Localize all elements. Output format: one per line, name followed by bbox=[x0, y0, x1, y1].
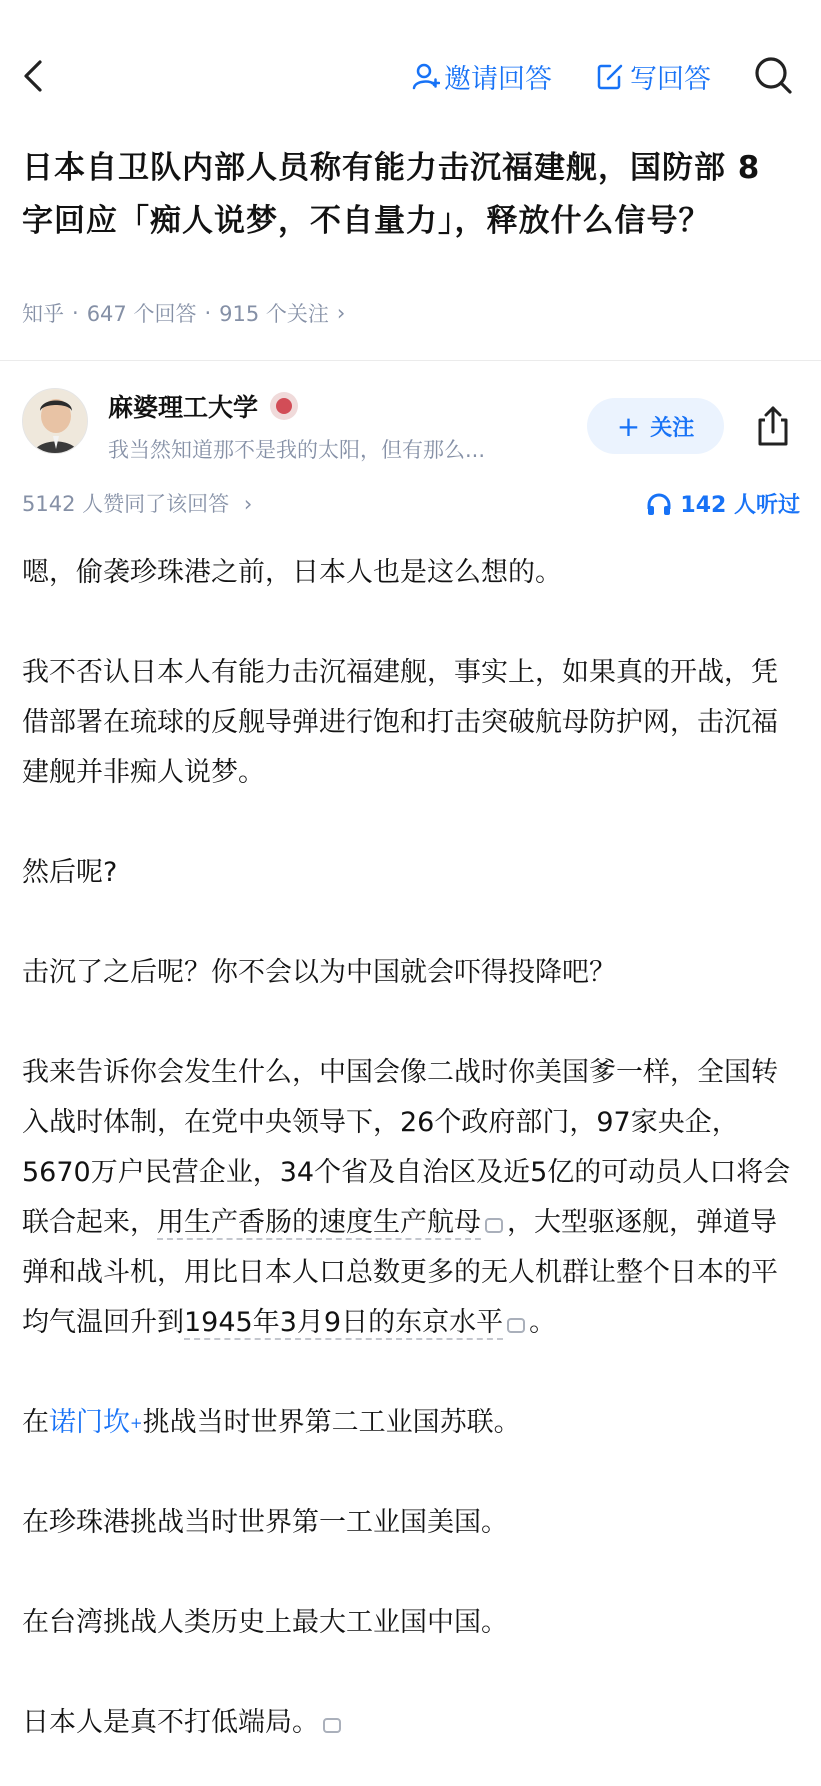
meta-separator: · bbox=[72, 301, 79, 325]
approve-count-text: 5142 人赞同了该回答 bbox=[22, 492, 230, 516]
link-plus-icon: + bbox=[130, 1414, 143, 1432]
answer-text: 我来告诉你会发生什么，中国会像二战时你美国爹一样，全国转入战时体制，在党中央领导下，26个政府部门，97家央企，5670万户民营企业，34个省及自治区及近5亿的可动员人口将会联合起来， bbox=[22, 1057, 791, 1238]
divider bbox=[0, 360, 821, 361]
answer-content bbox=[22, 548, 802, 1786]
invite-answer-button[interactable] bbox=[412, 58, 552, 94]
meta-separator: · bbox=[204, 301, 212, 325]
author-bio: 我当然知道那不是我的太阳，但有那么... bbox=[108, 438, 486, 462]
annotated-phrase[interactable]: 1945年3月9日的东京水平 bbox=[184, 1307, 504, 1338]
answer-paragraph: 击沉了之后呢？你不会以为中国就会吓得投降吧？ bbox=[22, 957, 616, 988]
answers-count: 647 个回答 bbox=[86, 302, 197, 326]
followers-count: 915 个关注 bbox=[219, 302, 329, 326]
approve-count[interactable] bbox=[22, 488, 252, 518]
nomonhan-link[interactable]: 诺门坎 bbox=[49, 1407, 130, 1438]
listen-count-text: 142 人听过 bbox=[680, 493, 800, 518]
annotated-phrase[interactable]: 用生产香肠的速度生产航母 bbox=[157, 1207, 481, 1238]
source-label: 知乎 bbox=[22, 302, 64, 326]
invite-answer-label: 邀请回答 bbox=[444, 63, 552, 95]
comment-icon[interactable] bbox=[323, 1718, 341, 1733]
back-arrow-icon[interactable] bbox=[16, 56, 50, 96]
answer-paragraph bbox=[22, 1398, 802, 1448]
author-name[interactable] bbox=[108, 388, 298, 424]
answer-paragraph: 然后呢? bbox=[22, 857, 118, 888]
plus-icon: + bbox=[616, 409, 641, 443]
question-meta[interactable] bbox=[22, 298, 345, 328]
write-answer-label: 写回答 bbox=[630, 63, 711, 95]
share-icon[interactable] bbox=[752, 404, 794, 448]
answer-paragraph bbox=[22, 1698, 802, 1748]
follow-button[interactable] bbox=[587, 398, 724, 454]
chevron-right-icon: › bbox=[336, 301, 346, 325]
comment-icon[interactable] bbox=[485, 1218, 503, 1233]
follow-label: 关注 bbox=[650, 415, 695, 441]
answer-text: 挑战当时世界第二工业国苏联。 bbox=[142, 1407, 521, 1438]
listen-button[interactable] bbox=[646, 488, 800, 519]
answer-paragraph: 在珍珠港挑战当时世界第一工业国美国。 bbox=[22, 1507, 508, 1538]
headphones-icon bbox=[646, 492, 672, 516]
answer-stats bbox=[22, 488, 800, 518]
avatar[interactable] bbox=[22, 388, 88, 454]
top-bar bbox=[0, 0, 821, 130]
author-name-text: 麻婆理工大学 bbox=[108, 393, 259, 422]
invite-person-icon bbox=[412, 61, 440, 91]
medal-badge-icon bbox=[270, 392, 298, 420]
edit-icon bbox=[596, 61, 624, 91]
comment-icon[interactable] bbox=[507, 1318, 525, 1333]
answer-paragraph bbox=[22, 1048, 802, 1348]
answer-paragraph: 我不否认日本人有能力击沉福建舰，事实上，如果真的开战，凭借部署在琉球的反舰导弹进行饱和打击突破航母防护网，击沉福建舰并非痴人说梦。 bbox=[22, 657, 778, 788]
answer-paragraph: 在台湾挑战人类历史上最大工业国中国。 bbox=[22, 1607, 508, 1638]
avatar-image bbox=[23, 389, 88, 454]
chevron-right-icon: › bbox=[243, 492, 253, 516]
answer-text: 日本人是真不打低端局。 bbox=[22, 1707, 319, 1738]
search-icon[interactable] bbox=[752, 54, 794, 96]
answer-text: 在 bbox=[22, 1407, 49, 1438]
answer-text: ，大型驱逐舰，弹道导弹和战斗机，用比日本人口总数更多的无人机群让整个日本的平均气温回升到 bbox=[22, 1207, 778, 1338]
question-title[interactable]: 日本自卫队内部人员称有能力击沉福建舰，国防部 8 字回应「痴人说梦，不自量力」，释放什么信号？ bbox=[22, 150, 761, 239]
answer-paragraph: 嗯，偷袭珍珠港之前，日本人也是这么想的。 bbox=[22, 557, 562, 588]
answer-text: 。 bbox=[529, 1307, 557, 1338]
write-answer-button[interactable] bbox=[596, 58, 711, 94]
